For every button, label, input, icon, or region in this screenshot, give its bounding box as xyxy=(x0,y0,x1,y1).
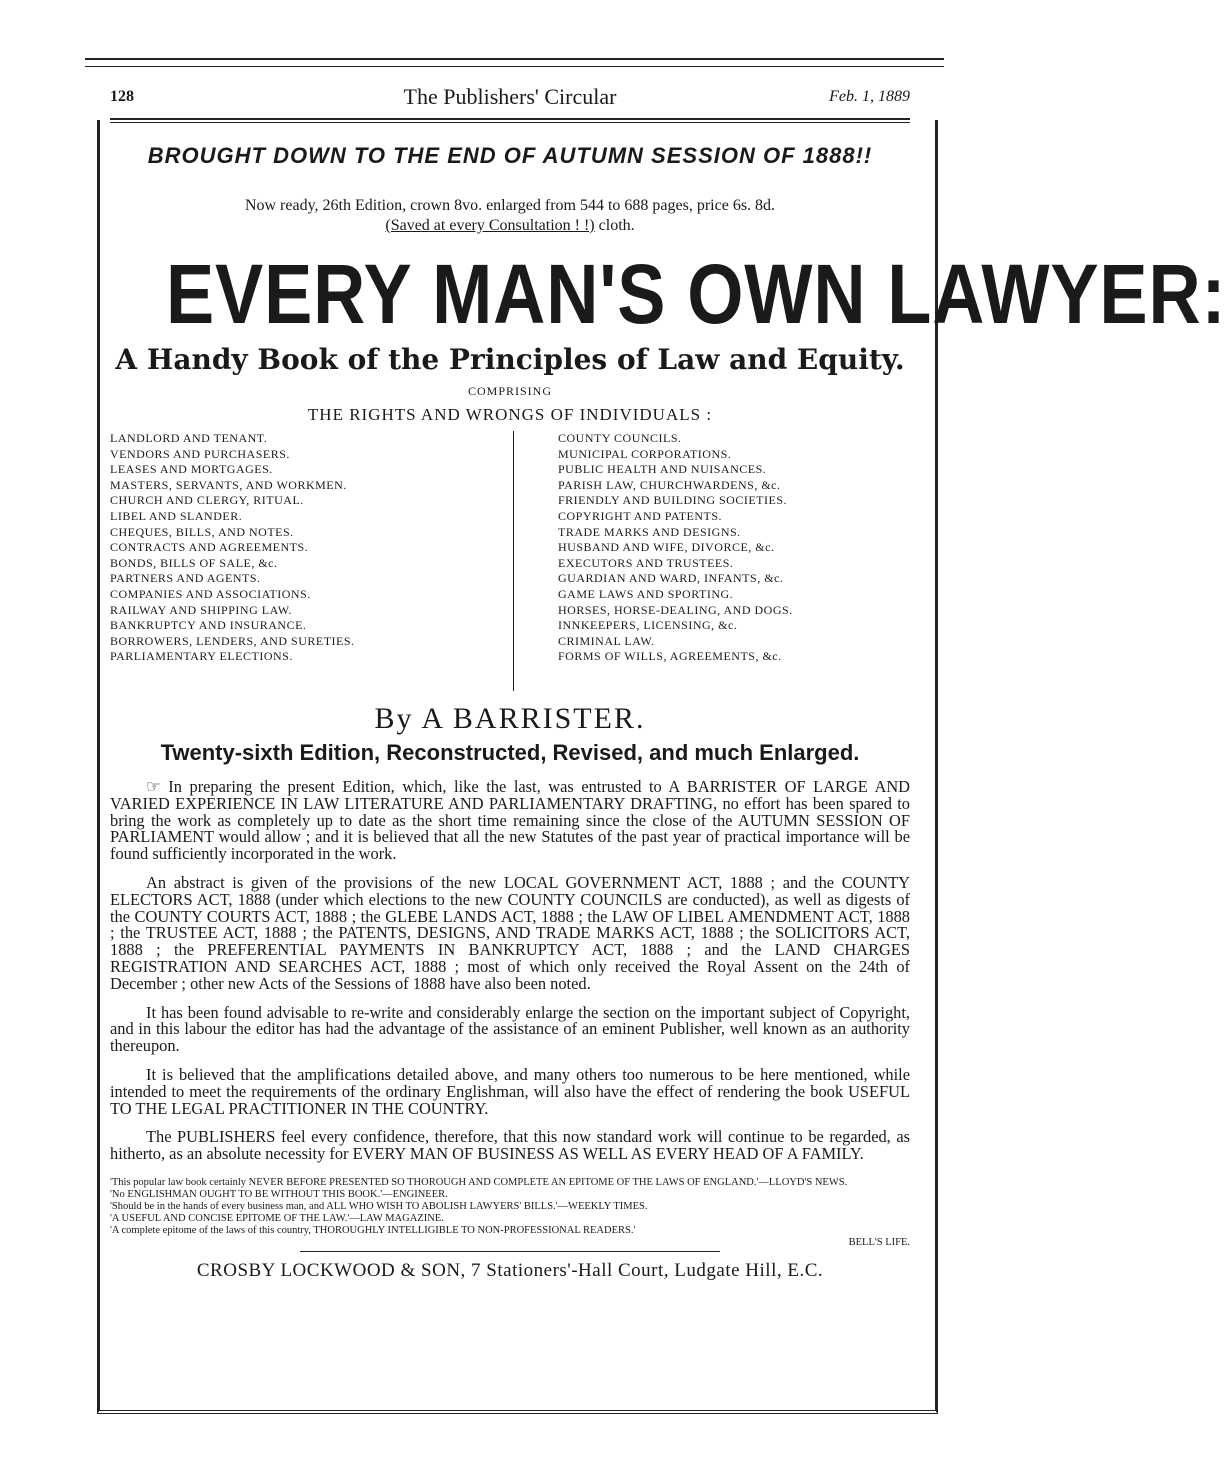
journal-title: The Publishers' Circular xyxy=(403,84,617,109)
topic-item: LEASES AND MORTGAGES. xyxy=(110,462,273,477)
press-notice: 'A USEFUL AND CONCISE EPITOME OF THE LAW.'—LAW MAGAZINE. xyxy=(110,1212,444,1224)
topic-item: COPYRIGHT AND PATENTS. xyxy=(558,508,723,523)
topic-item: FRIENDLY AND BUILDING SOCIETIES. xyxy=(558,493,788,508)
topic-item: PARISH LAW, CHURCHWARDENS, &c. xyxy=(558,477,781,492)
topic-item: LIBEL AND SLANDER. xyxy=(110,508,243,523)
body-paragraph-1: ☞ In preparing the present Edition, which, like the last, was entrusted to A BARRISTER OF LARGE AND VARIED EXPERIENCE IN LAW LITERATURE AND PARLIAMENTARY DRAFTING, no effort has been spared to bring the work as completely up to date as the short time remaining since the close of the AUTUMN SESSION OF PARLIAMENT would allow ; and it is believed that all the new Statutes of the past year of practical importance will be found sufficiently incorporated in the work. xyxy=(110,777,910,864)
running-head xyxy=(110,84,910,110)
book-subtitle: A Handy Book of the Principles of Law and Equity. xyxy=(115,343,905,376)
author-line: By A BARRISTER. xyxy=(374,702,646,735)
topic-item: CHURCH AND CLERGY, RITUAL. xyxy=(110,493,304,508)
topic-item: EXECUTORS AND TRUSTEES. xyxy=(558,555,734,570)
press-notice-source: BELL'S LIFE. xyxy=(848,1236,910,1248)
press-notice: 'A complete epitome of the laws of this country, THOROUGHLY INTELLIGIBLE TO NON-PROFESSIONAL READERS.' xyxy=(110,1224,636,1236)
topic-item: CHEQUES, BILLS, AND NOTES. xyxy=(110,524,294,539)
topic-item: HUSBAND AND WIFE, DIVORCE, &c. xyxy=(558,540,775,555)
topics-list xyxy=(110,431,910,693)
topic-item: CONTRACTS AND AGREEMENTS. xyxy=(110,540,309,555)
topic-item: PARTNERS AND AGENTS. xyxy=(110,571,261,586)
edition-line: Twenty-sixth Edition, Reconstructed, Revised, and much Enlarged. xyxy=(160,740,860,765)
body-paragraph-3: It has been found advisable to re-write and considerably enlarge the section on the important subject of Copyright, and in this labour the editor has had the advantage of the assistance of an eminent Publisher, well known as an authority thereupon. xyxy=(110,1002,910,1056)
topic-item: FORMS OF WILLS, AGREEMENTS, &c. xyxy=(558,649,782,664)
press-notice: 'This popular law book certainly NEVER BEFORE PRESENTED SO THOROUGH AND COMPLETE AN EPITOME OF THE LAWS OF ENGLAND.'—LLOYD'S NEWS. xyxy=(110,1176,848,1188)
availability-line: Now ready, 26th Edition, crown 8vo. enlarged from 544 to 688 pages, price 6s. 8d. xyxy=(244,197,776,214)
body-paragraph-2: An abstract is given of the provisions of the new LOCAL GOVERNMENT ACT, 1888 ; and the COUNTY ELECTORS ACT, 1888 (under which elections to the new COUNTY COUNCILS are conducted), as well as digests of the COUNTY COURTS ACT, 1888 ; the GLEBE LANDS ACT, 1888 ; the LAW OF LIBEL AMENDMENT ACT, 1888 ; the TRUSTEE ACT, 1888 ; the PATENTS, DESIGNS, AND TRADE MARKS ACT, 1888 ; the SOLICITORS ACT, 1888 ; the PREFERENTIAL PAYMENTS IN BANKRUPTCY ACT, 1888 ; and the LAND CHARGES REGISTRATION AND SEARCHES ACT, 1888 ; most of which only received the Royal Assent on the 24th of December ; other new Acts of the Sessions of 1888 have also been noted. xyxy=(110,872,910,993)
availability-notice xyxy=(110,196,910,236)
notices-rule xyxy=(300,1251,720,1252)
banner-headline: BROUGHT DOWN TO THE END OF AUTUMN SESSION OF 1888!! xyxy=(147,143,873,168)
topic-item: MASTERS, SERVANTS, AND WORKMEN. xyxy=(110,477,347,492)
top-rule xyxy=(85,58,944,67)
page-number: 128 xyxy=(110,88,134,105)
topic-item: PARLIAMENTARY ELECTIONS. xyxy=(110,649,293,664)
press-notice: 'Should be in the hands of every business man, and ALL WHO WISH TO ABOLISH LAWYERS' BILLS.'—WEEKLY TIMES. xyxy=(110,1200,648,1212)
book-title: EVERY MAN'S OWN LAWYER: xyxy=(166,247,1226,341)
column-divider xyxy=(513,431,514,691)
topic-item: GUARDIAN AND WARD, INFANTS, &c. xyxy=(558,571,784,586)
press-notice: 'No ENGLISHMAN OUGHT TO BE WITHOUT THIS BOOK.'—ENGINEER. xyxy=(110,1188,448,1200)
topic-item: COMPANIES AND ASSOCIATIONS. xyxy=(110,586,311,601)
topic-item: MUNICIPAL CORPORATIONS. xyxy=(558,446,732,461)
body-paragraph-4: It is believed that the amplifications detailed above, and many others too numerous to be here mentioned, while intended to meet the requirements of the ordinary Englishman, will also have the effect of rendering the book USEFUL TO THE LEGAL PRACTITIONER IN THE COUNTRY. xyxy=(110,1064,910,1118)
topic-item: PUBLIC HEALTH AND NUISANCES. xyxy=(558,462,767,477)
body-paragraph-5: The PUBLISHERS feel every confidence, therefore, that this now standard work will continue to be regarded, as hitherto, as an absolute necessity for EVERY MAN OF BUSINESS AS WELL AS EVERY HEAD OF A FAMILY. xyxy=(110,1127,910,1164)
topic-item: VENDORS AND PURCHASERS. xyxy=(110,446,290,461)
topic-item: HORSES, HORSE-DEALING, AND DOGS. xyxy=(558,602,793,617)
availability-line-2 xyxy=(110,216,910,236)
advertisement xyxy=(110,140,1226,1282)
comprising-label: COMPRISING xyxy=(467,384,552,398)
saved-note: (Saved at every Consultation ! !) xyxy=(385,217,595,234)
topic-item: RAILWAY AND SHIPPING LAW. xyxy=(110,602,292,617)
topics-right-column xyxy=(558,431,918,665)
topics-left-column xyxy=(110,431,490,665)
topic-item: GAME LAWS AND SPORTING. xyxy=(558,586,734,601)
topic-item: BONDS, BILLS OF SALE, &c. xyxy=(110,555,278,570)
publisher-imprint: CROSBY LOCKWOOD & SON, 7 Stationers'-Hall Court, Ludgate Hill, E.C. xyxy=(196,1259,824,1281)
rights-heading: THE RIGHTS AND WRONGS OF INDIVIDUALS : xyxy=(307,405,713,424)
binding-note: cloth. xyxy=(598,217,635,234)
topic-item: CRIMINAL LAW. xyxy=(558,633,655,648)
press-notices xyxy=(110,1177,910,1249)
issue-date: Feb. 1, 1889 xyxy=(829,88,910,105)
topic-item: TRADE MARKS AND DESIGNS. xyxy=(558,524,741,539)
topic-item: BANKRUPTCY AND INSURANCE. xyxy=(110,618,307,633)
topic-item: COUNTY COUNCILS. xyxy=(558,431,682,445)
topic-item: INNKEEPERS, LICENSING, &c. xyxy=(558,618,738,633)
topic-item: BORROWERS, LENDERS, AND SURETIES. xyxy=(110,633,355,648)
topic-item: LANDLORD AND TENANT. xyxy=(110,431,268,445)
